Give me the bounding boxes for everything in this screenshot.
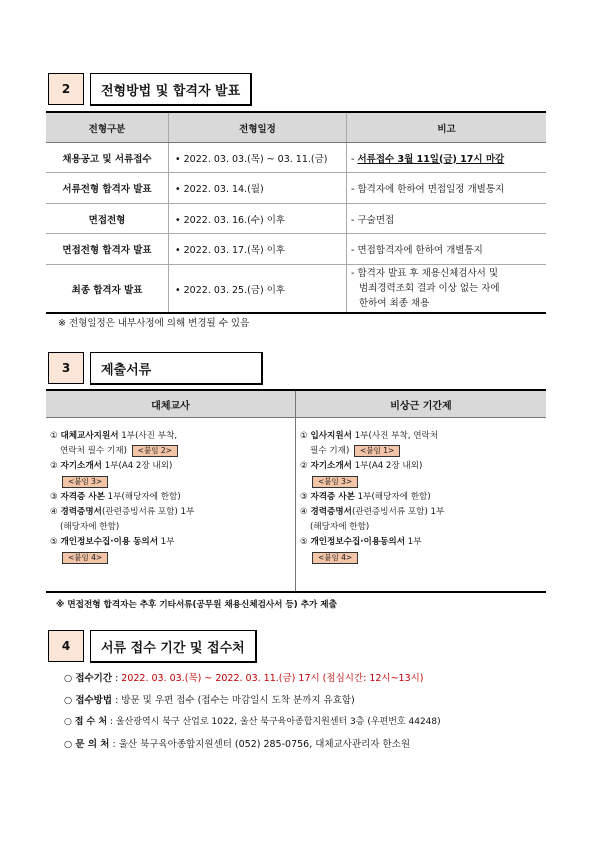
item-text: 1부 (405, 537, 422, 548)
note-text: 범죄경력조회 결과 이상 없는 자에 (359, 283, 500, 294)
row-note (347, 143, 547, 173)
separator: : (109, 739, 119, 750)
bullet: • (175, 284, 181, 296)
item-title: 개인정보수집·이용동의서 (310, 537, 406, 548)
item-text: 1부(A4 2장 내외) (101, 461, 173, 472)
dash: - (351, 153, 355, 165)
item-text: 연락처 필수 기재) (60, 446, 127, 457)
item-text: 1부(해당자에 한함) (354, 491, 431, 502)
bullet: • (175, 184, 181, 195)
separator: : (107, 717, 116, 727)
documents-table (46, 389, 546, 593)
row-type: 채용공고 및 서류접수 (46, 143, 169, 173)
circle-icon: ○ (64, 739, 73, 750)
attachment-tag: <붙임 3> (62, 476, 108, 488)
item-label: 접 수 처 (74, 717, 108, 727)
item-title: 입사지원서 (310, 431, 352, 441)
item-label: 접수방법 (75, 695, 113, 706)
schedule-text: 2022. 03. 17.(목) 이후 (183, 245, 286, 256)
list-item (64, 736, 410, 750)
note-text: 한하여 최종 채용 (359, 298, 430, 309)
row-note (347, 173, 547, 204)
note-text: 구술면접 (357, 214, 395, 226)
list-item (50, 535, 290, 550)
attachment-tag: <붙임 2> (132, 445, 178, 457)
dash: - (351, 184, 355, 195)
table-row (46, 204, 546, 234)
header-note: 비고 (347, 112, 547, 143)
item-title: 개인정보수집·이용 동의서 (60, 537, 159, 548)
circle-icon: ○ (64, 695, 73, 706)
item-title: 경력증명서 (60, 507, 102, 518)
item-text: 1부(사진 부착, 연락처 (351, 431, 439, 441)
item-text: (관련증빙서류 포함) 1부 (351, 507, 445, 518)
left-document-list (50, 429, 290, 566)
schedule-text: 2022. 03. 16.(수) 이후 (183, 214, 286, 226)
list-item (300, 490, 544, 505)
item-mark: ③ (50, 491, 58, 502)
attachment-tag: <붙임 3> (312, 476, 358, 488)
row-schedule (169, 234, 347, 265)
item-title: 자기소개서 (60, 461, 102, 472)
item-value: 울산 북구육아종합지원센터 (052) 285-0756, 대체교사관리자 한소원 (118, 739, 411, 750)
list-item (50, 429, 290, 444)
list-item: (해당자에 한함) (310, 522, 370, 533)
list-item (50, 459, 290, 474)
item-mark: ③ (300, 491, 308, 502)
item-mark: ④ (300, 507, 308, 518)
item-mark: ② (50, 461, 58, 472)
bullet: • (175, 153, 181, 165)
list-item (300, 475, 544, 490)
separator: : (112, 695, 122, 706)
circle-icon: ○ (64, 717, 72, 727)
row-type: 면접전형 합격자 발표 (46, 234, 169, 265)
item-mark: ① (300, 431, 308, 441)
list-item (300, 551, 544, 566)
note-text: 합격자 발표 후 채용신체검사서 및 (357, 268, 499, 279)
attachment-tag: <붙임 1> (354, 445, 400, 457)
row-note (347, 265, 547, 314)
row-type: 서류전형 합격자 발표 (46, 173, 169, 204)
row-note (347, 234, 547, 265)
item-text: 1부(사진 부착, (118, 431, 178, 441)
section-3-header (48, 352, 263, 384)
item-mark: ⑤ (300, 537, 308, 548)
section-title: 전형방법 및 합격자 발표 (90, 73, 252, 106)
section-number: 2 (48, 73, 84, 105)
documents-note: ※ 면접전형 합격자는 추후 기타서류(공무원 채용신체검사서 등) 추가 제출 (56, 600, 337, 610)
list-item (50, 505, 290, 520)
table-row (46, 173, 546, 204)
right-document-list (300, 429, 544, 566)
item-text: 1부(A4 2장 내외) (351, 461, 423, 472)
list-item (300, 535, 544, 550)
note-text: 서류접수 3월 11일(금) 17시 마감 (357, 153, 505, 165)
table-row (46, 143, 546, 173)
bullet: • (175, 245, 181, 256)
row-schedule (169, 143, 347, 173)
dash: - (351, 268, 355, 279)
row-schedule (169, 204, 347, 234)
schedule-table (46, 111, 546, 314)
section-4-header (48, 630, 257, 662)
note-text: 면접합격자에 한하여 개별통지 (357, 245, 483, 256)
bullet: • (175, 214, 181, 226)
item-title: 경력증명서 (310, 507, 352, 518)
item-title: 자격증 사본 (310, 491, 355, 502)
item-value: 방문 및 우편 접수 (접수는 마감일시 도착 분까지 유효함) (121, 695, 355, 706)
list-item (50, 551, 290, 566)
section-number: 4 (48, 630, 84, 662)
list-item (64, 670, 424, 684)
item-value: 2022. 03. 03.(목) ~ 2022. 03. 11.(금) 17시 (점심시간: 12시~13시) (121, 673, 424, 684)
list-item (50, 475, 290, 490)
list-item (50, 444, 290, 459)
list-item (64, 714, 441, 727)
schedule-text: 2022. 03. 25.(금) 이후 (183, 284, 286, 296)
schedule-note: ※ 전형일정은 내부사정에 의해 변경될 수 있음 (58, 318, 250, 329)
item-title: 자기소개서 (310, 461, 352, 472)
row-schedule (169, 173, 347, 204)
schedule-text: 2022. 03. 03.(목) ~ 03. 11.(금) (183, 153, 328, 165)
row-schedule (169, 265, 347, 314)
circle-icon: ○ (64, 673, 73, 684)
dash: - (351, 245, 355, 256)
list-item (300, 429, 544, 444)
section-title: 제출서류 (90, 352, 263, 385)
row-note (347, 204, 547, 234)
table-row (46, 265, 546, 314)
item-title: 자격증 사본 (60, 491, 105, 502)
section-2-header (48, 73, 252, 105)
item-label: 접수기간 (75, 673, 113, 684)
item-label: 문 의 처 (75, 739, 110, 750)
item-mark: ① (50, 431, 58, 441)
row-type: 면접전형 (46, 204, 169, 234)
item-text: (관련증빙서류 포함) 1부 (101, 507, 195, 518)
table-header-row (46, 112, 546, 143)
item-text: 1부 (158, 537, 175, 548)
item-mark: ④ (50, 507, 58, 518)
list-item (300, 459, 544, 474)
section-number: 3 (48, 352, 84, 384)
item-text: 필수 기재) (310, 446, 350, 457)
list-item (64, 692, 355, 706)
dash: - (351, 214, 355, 226)
list-item (300, 444, 544, 459)
list-item: (해당자에 한함) (60, 522, 120, 533)
section-title: 서류 접수 기간 및 접수처 (90, 630, 257, 663)
attachment-tag: <붙임 4> (312, 552, 358, 564)
item-mark: ⑤ (50, 537, 58, 548)
list-item (300, 505, 544, 520)
table-row (46, 234, 546, 265)
header-schedule: 전형일정 (169, 112, 347, 143)
column-divider (295, 391, 296, 591)
item-mark: ② (300, 461, 308, 472)
header-part-time: 비상근 기간제 (296, 391, 546, 418)
item-title: 대체교사지원서 (60, 431, 119, 441)
note-text: 합격자에 한하여 면접일정 개별통지 (357, 184, 505, 195)
item-text: 1부(해당자에 한함) (104, 491, 181, 502)
schedule-text: 2022. 03. 14.(월) (183, 184, 264, 195)
header-substitute-teacher: 대체교사 (46, 391, 295, 418)
header-type: 전형구분 (46, 112, 169, 143)
attachment-tag: <붙임 4> (62, 552, 108, 564)
separator: : (112, 673, 122, 684)
item-value: 울산광역시 북구 산업로 1022, 울산 북구육아종합지원센터 3층 (우편번호 44248) (115, 717, 441, 727)
list-item (50, 490, 290, 505)
row-type: 최종 합격자 발표 (46, 265, 169, 314)
